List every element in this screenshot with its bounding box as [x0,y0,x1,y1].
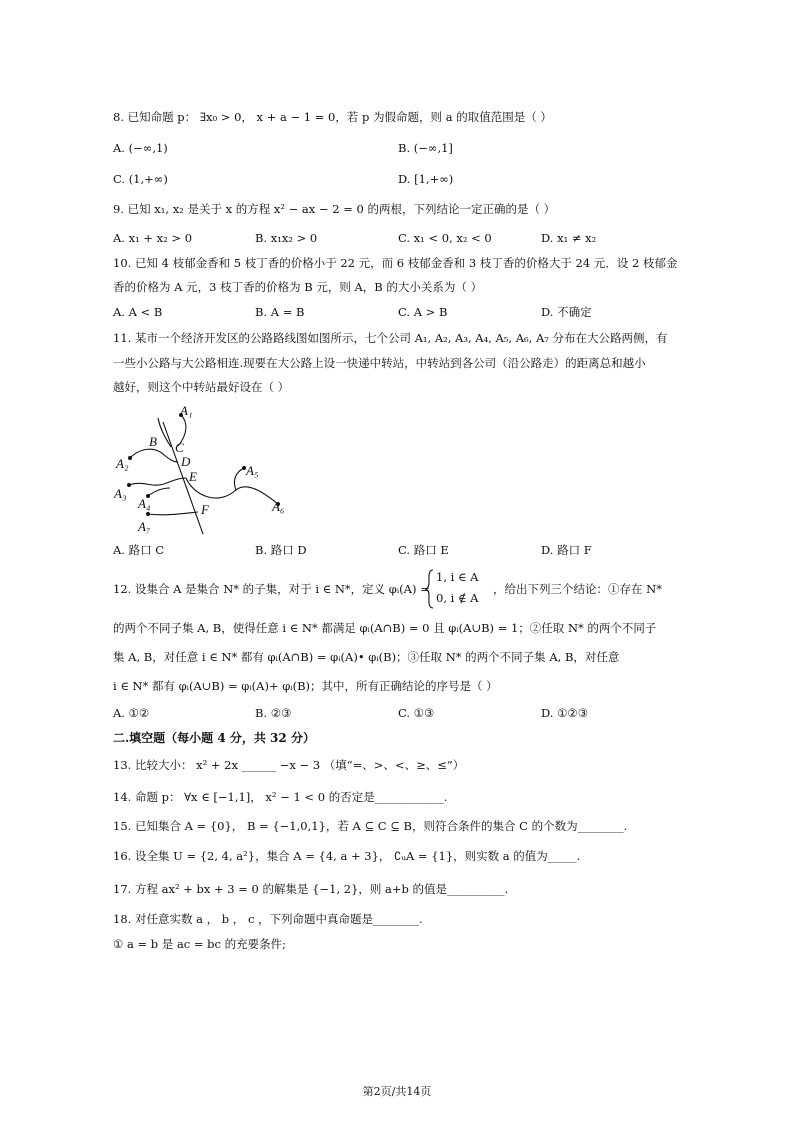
q11-line1: 11. 某市一个经济开发区的公路路线图如图所示，七个公司 A₁, A₂, A₃, A₄, A₅, A₆, A₇ 分布在大公路两侧，有 [113,331,668,345]
q8-option-b: B. (−∞,1] [398,141,453,155]
q12-option-c: C. ①③ [398,706,435,720]
q18-item1: ① a = b 是 ac = bc 的充要条件; [113,937,287,951]
piecewise-brace [424,569,434,609]
road-a4 [148,488,170,496]
label-a2: A₂ [116,456,129,471]
q11-option-c: C. 路口 E [398,543,449,557]
q12-option-a: A. ①② [113,706,150,720]
q9-option-c: C. x₁ < 0, x₂ < 0 [398,231,492,245]
q12-option-d: D. ①②③ [541,706,589,720]
road-a2 [130,449,178,462]
label-a5: A₅ [246,463,259,478]
q18-stem: 18. 对任意实数 a ， b ， c ，下列命题中真命题是________. [113,912,423,926]
company-dot-a3 [127,483,131,487]
q12-line4: i ∈ N* 都有 φᵢ(A∪B) = φᵢ(A)+ φᵢ(B)；其中，所有正确结论的序号是（ ） [113,679,498,693]
q12-line1-start: 12. 设集合 A 是集合 N* 的子集，对于 i ∈ N*，定义 φᵢ(A) = [113,582,430,596]
q17: 17. 方程 ax² + bx + 3 = 0 的解集是 {−1, 2}，则 a+b 的值是__________. [113,882,509,896]
q9-option-a: A. x₁ + x₂ > 0 [113,231,193,245]
q10-option-d: D. 不确定 [541,305,592,319]
q9-stem: 9. 已知 x₁, x₂ 是关于 x 的方程 x² − ax − 2 = 0 的两根，下列结论一定正确的是（ ） [113,202,556,216]
q10-line1: 10. 已知 4 枝郁金香和 5 枝丁香的价格小于 22 元，而 6 枝郁金香和 3 枝丁香的价格大于 24 元．设 2 枝郁金 [113,256,678,270]
road-a5-a6 [186,478,278,504]
q10-option-c: C. A > B [398,305,448,319]
q11-line2: 一些小公路与大公路相连.现要在大公路上设一快递中转站，中转站到各公司（沿公路走）的距离总和越小 [113,356,646,370]
label-e: E [189,469,197,484]
q10-option-a: A. A < B [113,305,163,319]
company-dot-a7 [146,512,150,516]
label-f: F [201,502,209,517]
q16: 16. 设全集 U = {2, 4, a²}，集合 A = {4, a + 3}， ∁ᵤA = {1}，则实数 a 的值为_____. [113,849,581,863]
road-b [158,418,171,447]
road-a7 [148,512,198,515]
q12-option-b: B. ②③ [255,706,292,720]
q14: 14. 命题 p： ∀x ∈ [−1,1]， x² − 1 < 0 的否定是____________. [113,790,448,804]
label-d: D [181,454,191,469]
road-map-figure [108,402,298,538]
company-dot-a2 [128,456,132,460]
q11-option-a: A. 路口 C [113,543,165,557]
section-heading-fill-in: 二.填空题（每小题 4 分，共 32 分） [113,731,315,745]
page-footer: 第2页/共14页 [362,1085,432,1098]
q11-line3: 越好，则这个中转站最好设在（ ） [113,380,290,394]
q8-option-c: C. (1,+∞) [113,172,168,186]
q9-option-b: B. x₁x₂ > 0 [255,231,318,245]
label-c: C [175,440,184,455]
q13: 13. 比较大小： x² + 2x ______ −x − 3 （填“=、>、<、≥、≤”） [113,758,465,772]
q12-line3: 集 A, B，对任意 i ∈ N* 都有 φᵢ(A∩B) = φᵢ(A)• φᵢ(B)；③任取 N* 的两个不同子集 A, B，对任意 [113,650,620,664]
label-a3: A₃ [114,486,127,501]
q15: 15. 已知集合 A = {0}， B = {−1,0,1}，若 A ⊆ C ⊆ B，则符合条件的集合 C 的个数为________. [113,819,628,833]
q9-option-d: D. x₁ ≠ x₂ [541,231,597,245]
road-a3 [129,478,186,485]
label-a6: A₆ [272,499,285,514]
label-a4: A₄ [138,496,151,511]
q10-line2: 香的价格为 A 元，3 枝丁香的价格为 B 元，则 A，B 的大小关系为（ ） [113,280,483,294]
q11-option-b: B. 路口 D [255,543,307,557]
q8-stem: 8. 已知命题 p： ∃x₀ > 0， x + a − 1 = 0，若 p 为假命题，则 a 的取值范围是（ ） [113,110,552,124]
q8-option-a: A. (−∞,1) [113,141,168,155]
q11-option-d: D. 路口 F [541,543,592,557]
q8-option-d: D. [1,+∞) [398,172,454,186]
q10-option-b: B. A = B [255,305,305,319]
label-b: B [149,434,157,449]
q12-case2: 0, i ∉ A [436,591,479,605]
q12-line1-end: ，给出下列三个结论：①存在 N* [493,582,662,596]
q12-case1: 1, i ∈ A [436,570,479,584]
label-a1: A₁ [180,403,193,418]
label-a7: A₇ [138,519,151,534]
q12-line2: 的两个不同子集 A, B，使得任意 i ∈ N* 都满足 φᵢ(A∩B) = 0 且 φᵢ(A∪B) = 1；②任取 N* 的两个不同子 [113,621,657,635]
